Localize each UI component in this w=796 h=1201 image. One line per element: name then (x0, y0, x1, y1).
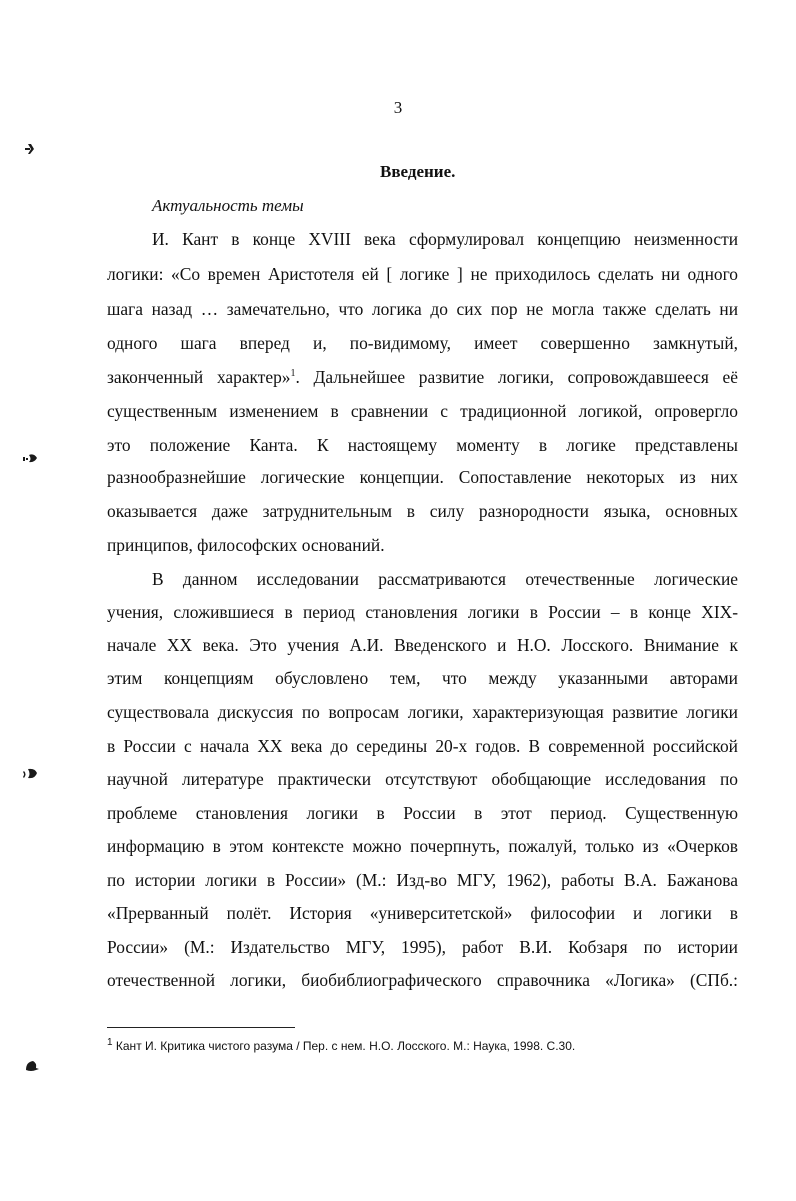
paragraph-line: России» (М.: Издательство МГУ, 1995), работ В.И. Кобзаря по истории (107, 937, 738, 957)
paragraph-line: разнообразнейшие логические концепции. Сопоставление некоторых из них (107, 467, 738, 487)
footnote-text: Кант И. Критика чистого разума / Пер. с нем. Н.О. Лосского. М.: Наука, 1998. С.30. (112, 1039, 576, 1053)
binder-hole-mark-icon (22, 1059, 40, 1073)
paragraph-line: это положение Канта. К настоящему моменту в логике представлены (107, 435, 738, 455)
paragraph-line: по истории логики в России» (М.: Изд-во МГУ, 1962), работы В.А. Бажанова (107, 870, 738, 890)
line-text: . Дальнейшее развитие логики, сопровождавшееся её (295, 367, 738, 387)
paragraph-line: отечественной логики, биобиблиографического справочника «Логика» (СПб.: (107, 970, 738, 990)
paragraph-line: информацию в этом контексте можно почерпнуть, пожалуй, только из «Очерков (107, 836, 738, 856)
binder-hole-mark-icon (22, 452, 40, 466)
paragraph-line: начале XX века. Это учения А.И. Введенского и Н.О. Лосского. Внимание к (107, 635, 738, 655)
paragraph-line: «Прерванный полёт. История «университетской» философии и логики в (107, 903, 738, 923)
footnote-separator (107, 1027, 295, 1028)
footnote-reference: 1 (290, 368, 296, 380)
binder-hole-mark-icon (22, 142, 40, 156)
paragraph-line (107, 366, 738, 388)
page-title: Введение. (380, 162, 456, 181)
line-text: законченный характер» (107, 367, 291, 387)
paragraph-line: логики: «Со времен Аристотеля ей [ логике ] не приходилось сделать ни одного (107, 264, 738, 284)
paragraph-line: этим концепциям обусловлено тем, что между указанными авторами (107, 668, 738, 688)
paragraph-line: учения, сложившиеся в период становления логики в России – в конце XIX- (107, 602, 738, 622)
paragraph-line: принципов, философских оснований. (107, 535, 385, 555)
section-subheading: Актуальность темы (152, 196, 304, 215)
paragraph-line: шага назад … замечательно, что логика до сих пор не могла также сделать ни (107, 299, 738, 319)
page-number: 3 (393, 98, 403, 117)
paragraph-line: оказывается даже затруднительным в силу разнородности языка, основных (107, 501, 738, 521)
paragraph-line: одного шага вперед и, по-видимому, имеет совершенно замкнутый, (107, 333, 738, 353)
paragraph-line: в России с начала XX века до середины 20-х годов. В современной российской (107, 736, 738, 756)
paragraph-line: научной литературе практически отсутствуют обобщающие исследования по (107, 769, 738, 789)
paragraph-line: существенным изменением в сравнении с традиционной логикой, опровергло (107, 401, 738, 421)
paragraph-line: В данном исследовании рассматриваются отечественные логические (152, 569, 738, 589)
paragraph-line: И. Кант в конце XVIII века сформулировал концепцию неизменности (152, 229, 738, 249)
footnote (107, 1038, 575, 1054)
paragraph-line: проблеме становления логики в России в этот период. Существенную (107, 803, 738, 823)
footnote-number: 1 (107, 1037, 113, 1048)
paragraph-line: существовала дискуссия по вопросам логики, характеризующая развитие логики (107, 702, 738, 722)
binder-hole-mark-icon (22, 767, 40, 781)
